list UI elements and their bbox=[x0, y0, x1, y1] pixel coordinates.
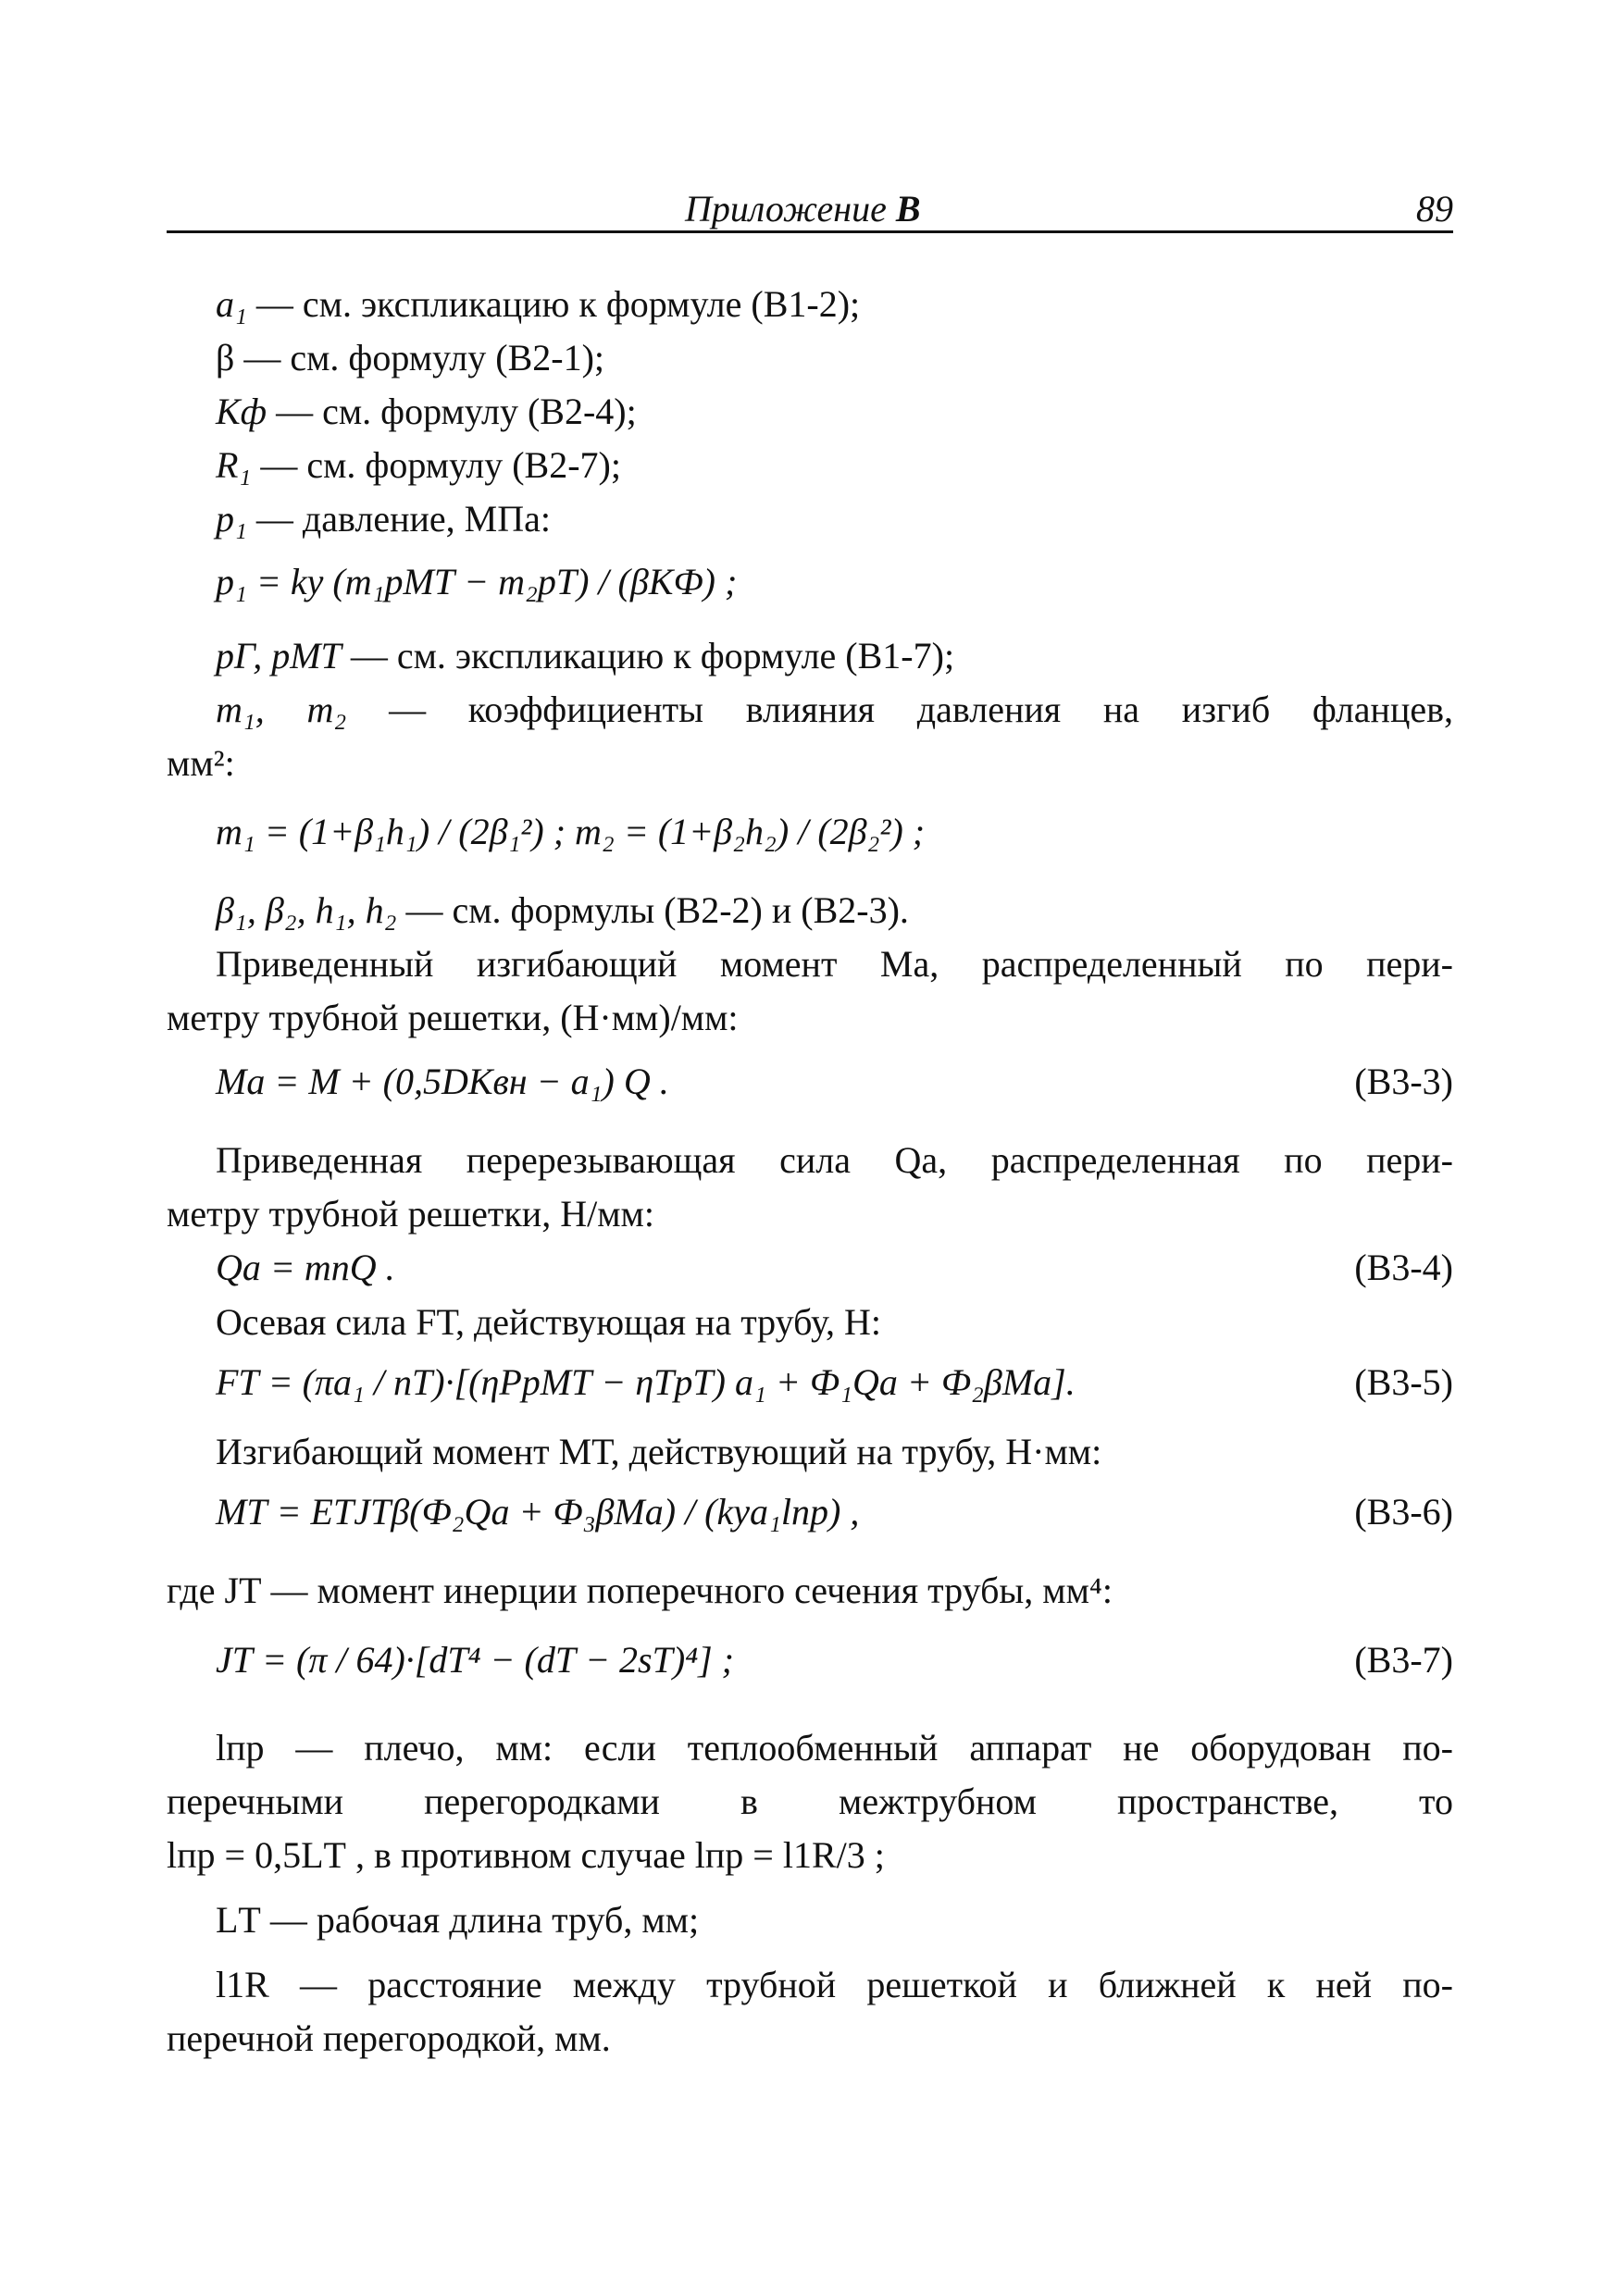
definition-beta1-beta2-h1-h2: β₁, β₂, h₁, h₂ — см. формулы (В2-2) и (В2-3). bbox=[216, 889, 909, 931]
definition-kf: Kф — см. формулу (В2-4); bbox=[216, 391, 637, 432]
paragraph-ft: Осевая сила FТ, действующая на трубу, Н: bbox=[216, 1301, 881, 1343]
equation-number-b3-3: (В3-3) bbox=[1354, 1061, 1453, 1102]
definition-lpr-line1: lпр — плечо, мм: если теплообменный аппарат не оборудован по- bbox=[216, 1727, 1453, 1769]
equation-number-b3-7: (В3-7) bbox=[1354, 1639, 1453, 1681]
paragraph-qa-line2: метру трубной решетки, Н/мм: bbox=[167, 1193, 654, 1235]
paragraph-ma-line1: Приведенный изгибающий момент Mа, распределенный по пери- bbox=[216, 943, 1453, 985]
equation-number-b3-4: (В3-4) bbox=[1354, 1247, 1453, 1288]
running-header bbox=[167, 176, 1453, 231]
header-title: Приложение В bbox=[685, 188, 921, 230]
header-rule bbox=[167, 230, 1453, 233]
definition-m1-m2-units: мм²: bbox=[167, 742, 235, 784]
definition-beta: β — см. формулу (В2-1); bbox=[216, 337, 605, 379]
paragraph-ma-line2: метру трубной решетки, (Н·мм)/мм: bbox=[167, 997, 739, 1038]
definition-lpr-line2: перечными перегородками в межтрубном пространстве, то bbox=[167, 1781, 1453, 1822]
paragraph-mt: Изгибающий момент MТ, действующий на трубу, Н·мм: bbox=[216, 1431, 1102, 1472]
definition-l1r-line1: l1R — расстояние между трубной решеткой и ближней к ней по- bbox=[216, 1964, 1453, 2005]
definition-pg-pmt: pГ, pМТ — см. экспликацию к формуле (В1-7); bbox=[216, 635, 955, 676]
definition-r1: R₁ — см. формулу (В2-7); bbox=[216, 444, 621, 486]
definition-p1: p₁ — давление, МПа: bbox=[216, 498, 551, 540]
definition-lt: LТ — рабочая длина труб, мм; bbox=[216, 1899, 700, 1941]
page-number: 89 bbox=[1416, 188, 1453, 230]
equation-number-b3-5: (В3-5) bbox=[1354, 1361, 1453, 1403]
equation-b3-6: MТ = EТJТβ(Ф₂Qa + Ф₃βMa) / (kya₁lnp) , (В3-6) bbox=[216, 1485, 1453, 1539]
definition-l1r-line2: перечной перегородкой, мм. bbox=[167, 2017, 611, 2059]
equation-b3-3: Mа = M + (0,5DКвн − a₁) Q . (В3-3) bbox=[216, 1055, 1453, 1109]
definition-m1-m2: m₁, m₂ — коэффициенты влияния давления на изгиб фланцев, bbox=[216, 689, 1453, 730]
formula-m1-m2: m₁ = (1+β₁h₁) / (2β₁²) ; m₂ = (1+β₂h₂) / (2β₂²) ; bbox=[216, 811, 926, 852]
equation-number-b3-6: (В3-6) bbox=[1354, 1491, 1453, 1533]
paragraph-jt: где JТ — момент инерции поперечного сечения трубы, мм⁴: bbox=[167, 1570, 1113, 1611]
equation-b3-5: FТ = (πa₁ / nТ)·[(ηРpМТ − ηТpТ) a₁ + Ф₁Qа + Ф₂βMа]. (В3-5) bbox=[216, 1356, 1453, 1409]
formula-p1: p₁ = kу (m₁pМТ − m₂pТ) / (βKФ) ; bbox=[216, 561, 738, 602]
definition-lpr-line3: lпр = 0,5LТ , в противном случае lпр = l1R/3 ; bbox=[167, 1834, 885, 1876]
equation-b3-4: Qа = mпQ . (В3-4) bbox=[216, 1241, 1453, 1295]
definition-a1: a₁ — см. экспликацию к формуле (В1-2); bbox=[216, 283, 861, 325]
paragraph-qa-line1: Приведенная перерезывающая сила Qа, распределенная по пери- bbox=[216, 1139, 1453, 1181]
equation-b3-7: JТ = (π / 64)·[dТ⁴ − (dТ − 2sТ)⁴] ; (В3-7) bbox=[216, 1633, 1453, 1687]
